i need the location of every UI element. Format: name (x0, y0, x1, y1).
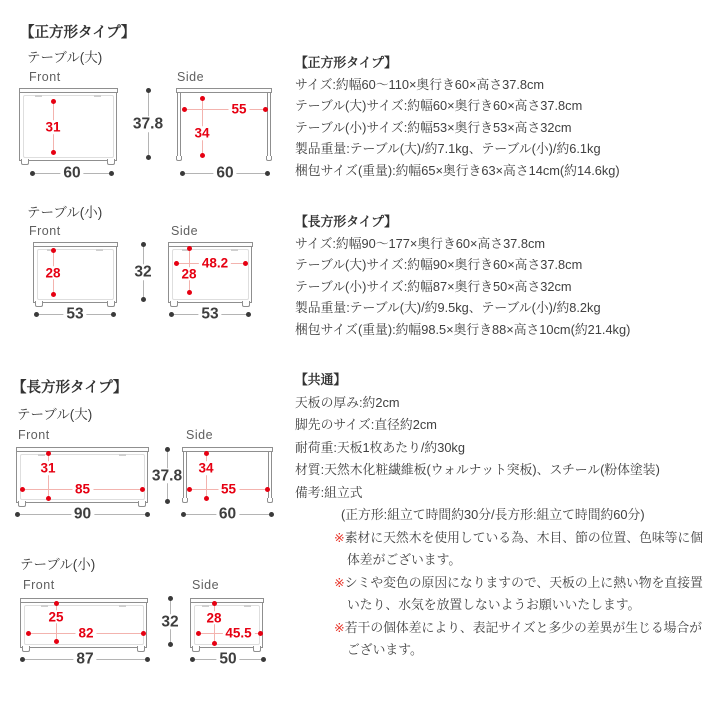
square-spec-block (295, 52, 713, 182)
dim-rect-large-front-width: 90 (15, 506, 150, 522)
joint-mark (35, 95, 42, 97)
note-text: シミや変色の原因になりますので、天板の上に熱い物を直接置 (344, 574, 703, 590)
dim-sq-large-front-inner-height: 31 (46, 99, 60, 155)
foot (182, 498, 188, 503)
spec-line: 製品重量:テーブル(大)/約7.1kg、テーブル(小)/約6.1kg (295, 141, 601, 157)
dim-rect-large-side-inner-height: 34 (199, 451, 213, 501)
dim-rect-small-front-inner-height: 25 (49, 601, 63, 644)
rect-small-front-diagram (20, 598, 147, 648)
dim-rect-large-front-inner-height: 31 (41, 451, 55, 501)
sq-large-side-diagram (176, 88, 272, 161)
note-marker: ※ (334, 529, 345, 545)
dim-rect-small-front-inner-width: 82 (26, 626, 146, 640)
dim-rect-large-height: 37.8 (155, 447, 179, 504)
dim-rect-small-side-inner-height: 28 (207, 601, 221, 646)
tabletop (20, 598, 148, 603)
note-line (295, 617, 713, 640)
sq-large-front-view-label: Front (29, 70, 61, 84)
spec-line: 梱包サイズ(重量):約幅98.5×奥行き88×高さ10cm(約21.4kg) (295, 321, 631, 337)
sq-large-side-view-label: Side (177, 70, 205, 84)
joint-mark (231, 249, 238, 251)
spec-line: 脚先のサイズ:直径約2cm (295, 417, 437, 432)
note-text: 素材に天然木を使用している為、木目、節の位置、色味等に個 (344, 529, 704, 545)
rect-type-header: 【長方形タイプ】 (12, 380, 128, 396)
spec-line: サイズ:約幅90〜177×奥行き60×高さ37.8cm (295, 235, 546, 251)
tabletop (182, 447, 273, 452)
dim-sq-small-side-width: 53 (169, 306, 251, 322)
panel-inner-line (23, 95, 114, 158)
spec-line: 製品重量:テーブル(大)/約9.5kg、テーブル(小)/約8.2kg (295, 300, 601, 316)
spec-line: 天板の厚み:約2cm (295, 394, 400, 410)
rect-small-front-view-label: Front (23, 578, 55, 592)
joint-mark (94, 95, 101, 97)
tabletop (176, 88, 272, 93)
dim-rect-large-side-leg-span: 55 (187, 482, 270, 496)
joint-mark (119, 454, 126, 456)
tabletop (33, 242, 118, 247)
rect-small-side-view-label: Side (192, 578, 220, 592)
note-continuation: いたり、水気を放置しないようお願いいたします。 (347, 597, 641, 612)
note-continuation: ございます。 (347, 642, 423, 657)
dim-rect-small-front-width: 87 (20, 651, 150, 667)
note-text: 若干の個体差により、表記サイズと多少の差異が生じる場合が (344, 619, 703, 635)
dim-sq-small-side-inner-height: 28 (182, 246, 196, 295)
dim-sq-large-side-leg-span: 55 (182, 102, 268, 116)
sq-small-label: テーブル(小) (27, 205, 103, 220)
dim-rect-large-front-inner-width: 85 (20, 482, 145, 496)
dim-sq-large-front-width: 60 (30, 165, 114, 181)
dim-sq-small-height: 32 (132, 242, 154, 302)
dim-rect-small-side-width: 50 (190, 651, 266, 667)
sq-large-front-diagram (19, 88, 117, 161)
spec-line: 材質:天然木化粧繊維板(ウォルナット突板)、スチール(粉体塗装) (295, 462, 660, 477)
spec-line: テーブル(大)サイズ:約幅60×奥行き60×高さ37.8cm (295, 98, 583, 114)
foot (267, 498, 273, 503)
spec-line: テーブル(小)サイズ:約幅87×奥行き50×高さ32cm (295, 278, 572, 294)
leg (177, 93, 181, 157)
dim-rect-large-side-width: 60 (181, 506, 274, 522)
common-spec-block (295, 369, 713, 662)
foot (176, 156, 182, 161)
spec-line: 耐荷重:天板1枚あたり/約30kg (295, 439, 465, 455)
note-continuation: 体差がございます。 (347, 552, 462, 567)
dim-sq-small-front-inner-height: 28 (46, 248, 60, 297)
dim-sq-small-side-depth-span: 48.2 (174, 256, 248, 270)
sq-small-side-view-label: Side (171, 224, 199, 238)
rect-large-label: テーブル(大) (17, 407, 93, 422)
square-type-header: 【正方形タイプ】 (20, 25, 136, 41)
dim-rect-small-side-depth-span: 45.5 (196, 626, 263, 640)
foot (266, 156, 272, 161)
assembly-time-line: (正方形:組立て時間約30分/長方形:組立て時間約60分) (341, 507, 645, 522)
note-marker: ※ (334, 574, 345, 590)
dim-sq-large-side-width: 60 (180, 165, 270, 181)
foot (21, 159, 29, 165)
joint-mark (244, 605, 251, 607)
sq-small-front-view-label: Front (29, 224, 61, 238)
note-marker: ※ (334, 619, 345, 635)
dim-sq-large-height: 37.8 (136, 88, 160, 160)
spec-line: 備考:組立式 (295, 484, 363, 500)
common-spec-title: 【共通】 (295, 372, 347, 387)
rect-large-side-view-label: Side (186, 428, 214, 442)
spec-line: サイズ:約幅60〜110×奥行き60×高さ37.8cm (295, 76, 545, 92)
sq-large-label: テーブル(大) (27, 50, 103, 65)
spec-line: テーブル(小)サイズ:約幅53×奥行き53×高さ32cm (295, 119, 572, 135)
note-line (295, 572, 713, 595)
rect-spec-title: 【長方形タイプ】 (295, 214, 397, 229)
joint-mark (41, 605, 48, 607)
spec-line: 梱包サイズ(重量):約幅65×奥行き63×高さ14cm(約14.6kg) (295, 162, 620, 178)
rect-small-side-diagram (190, 598, 263, 648)
dim-rect-small-height: 32 (159, 596, 181, 647)
dim-sq-large-side-inner-height: 34 (195, 96, 209, 158)
tabletop (190, 598, 264, 603)
joint-mark (96, 249, 103, 251)
tabletop (16, 447, 149, 452)
note-line (295, 527, 713, 550)
dim-sq-small-front-width: 53 (34, 306, 116, 322)
tabletop (168, 242, 253, 247)
joint-mark (119, 605, 126, 607)
rect-spec-block (295, 211, 713, 341)
square-spec-title: 【正方形タイプ】 (295, 55, 397, 70)
rect-small-label: テーブル(小) (20, 557, 96, 572)
rect-large-front-view-label: Front (18, 428, 50, 442)
spec-line: テーブル(大)サイズ:約幅90×奥行き60×高さ37.8cm (295, 257, 583, 273)
tabletop (19, 88, 118, 93)
